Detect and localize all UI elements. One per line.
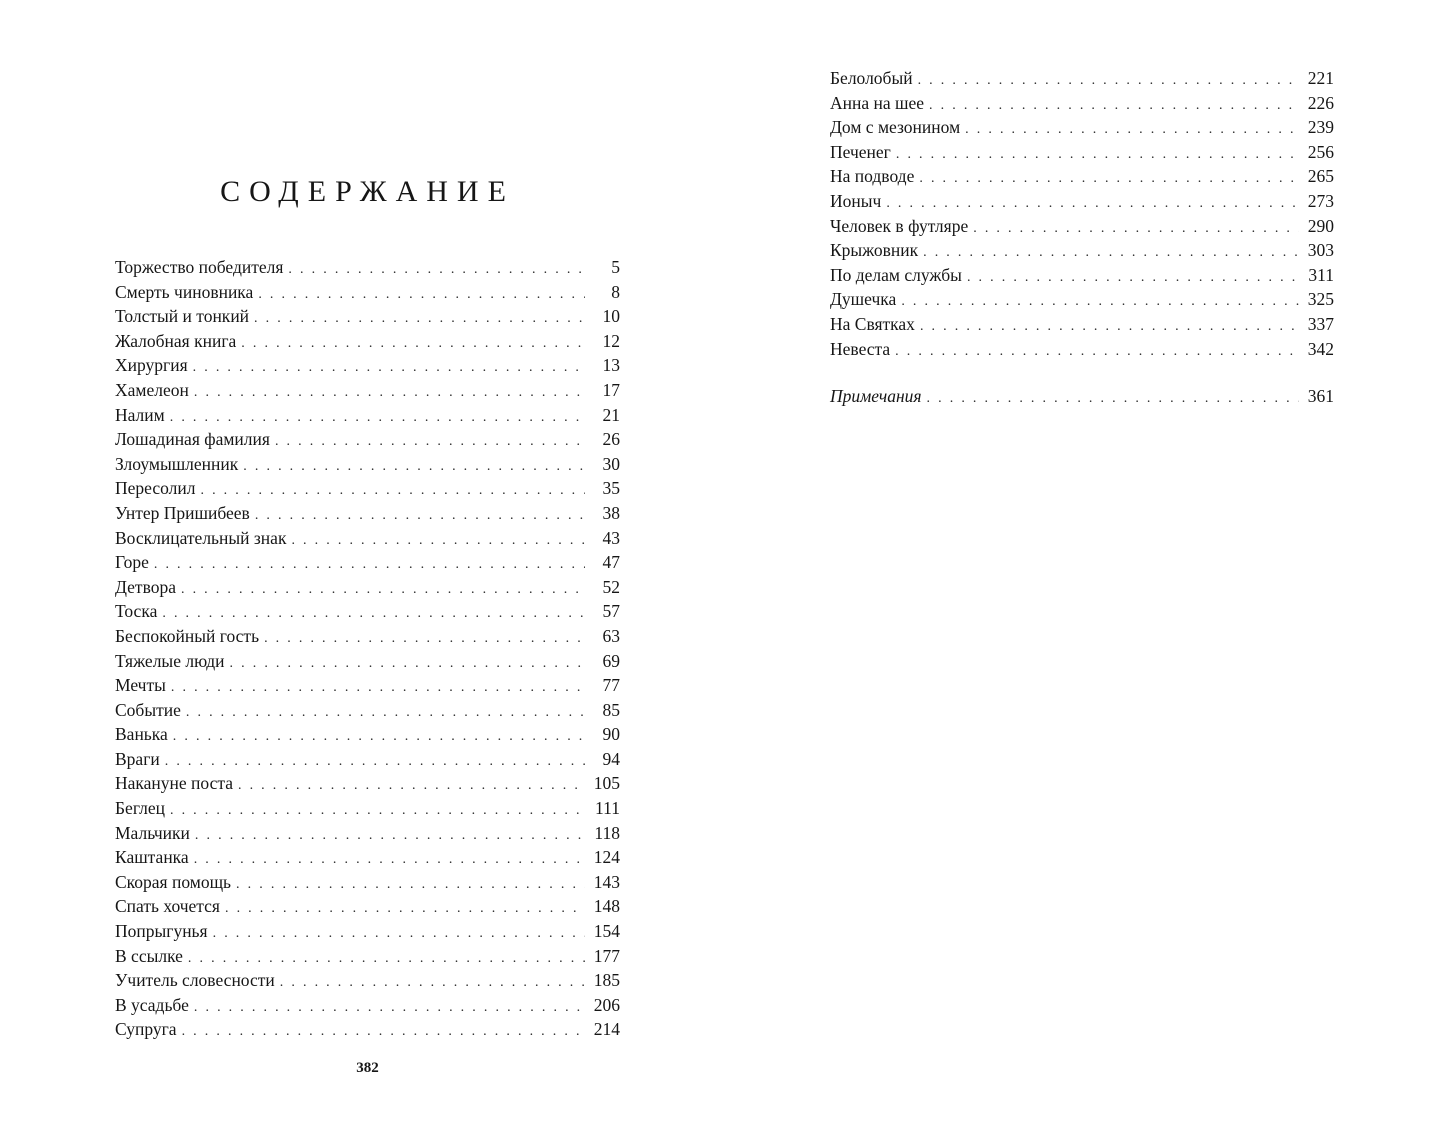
toc-entry-title: Примечания: [830, 386, 922, 406]
right-page: [722, 0, 1445, 1124]
dot-leader: [213, 922, 585, 947]
dot-leader: [291, 529, 585, 554]
dot-leader: [918, 69, 1299, 94]
toc-entry-title: На Святках: [830, 313, 915, 334]
toc-entry-title: Учитель словесности: [115, 970, 275, 991]
toc-entry: [115, 870, 620, 895]
toc-entry-title: Невеста: [830, 338, 891, 359]
toc-entry: [115, 1017, 620, 1042]
toc-entry-page: 52: [602, 576, 620, 597]
toc-entry-page: 290: [1307, 215, 1334, 236]
toc-entry-title: Налим: [115, 404, 165, 425]
toc-entry-title: Мечты: [115, 675, 166, 696]
dot-leader: [255, 504, 585, 529]
toc-entry-page: 90: [602, 724, 620, 745]
toc-entry-title: Анна на шее: [830, 92, 925, 113]
toc-entry-title: Тяжелые люди: [115, 650, 225, 671]
toc-entry-title: Дом с мезонином: [830, 117, 961, 138]
dot-leader: [241, 332, 585, 357]
toc-entry: [115, 796, 620, 821]
toc-entry: [830, 140, 1334, 165]
toc-entry-title: Злоумышленник: [115, 453, 239, 474]
dot-leader: [194, 996, 585, 1021]
toc-entry: [115, 476, 620, 501]
toc-entry: [115, 304, 620, 329]
dot-leader: [181, 578, 585, 603]
toc-entry-title: Накануне поста: [115, 773, 233, 794]
toc-entry: [115, 575, 620, 600]
dot-leader: [923, 241, 1299, 266]
toc-entry-page: 85: [602, 699, 620, 720]
dot-leader: [280, 971, 585, 996]
toc-entry-page: 94: [602, 748, 620, 769]
dot-leader: [895, 340, 1299, 365]
toc-entry-title: Враги: [115, 748, 160, 769]
toc-entry: [115, 968, 620, 993]
toc-entry-title: Унтер Пришибеев: [115, 502, 250, 523]
toc-entry-page: 63: [602, 625, 620, 646]
toc-entry-title: Детвора: [115, 576, 176, 597]
dot-leader: [193, 356, 585, 381]
dot-leader: [973, 217, 1299, 242]
dot-leader: [254, 307, 585, 332]
dot-leader: [258, 283, 585, 308]
toc-entry: [115, 944, 620, 969]
toc-entry: [115, 649, 620, 674]
toc-entry-title: Крыжовник: [830, 240, 919, 261]
dot-leader: [154, 553, 585, 578]
toc-entry-page: 361: [1307, 386, 1334, 406]
toc-entry-title: Жалобная книга: [115, 330, 237, 351]
toc-entry: [115, 427, 620, 452]
toc-entry-page: 12: [602, 330, 620, 351]
toc-entry-page: 177: [593, 945, 620, 966]
toc-entry-page: 273: [1307, 190, 1334, 211]
toc-entry-title: Печенег: [830, 141, 891, 162]
toc-entry: [830, 164, 1334, 189]
toc-entry-page: 118: [594, 822, 620, 843]
toc-entry-page: 143: [593, 871, 620, 892]
toc-entry-page: 38: [602, 502, 620, 523]
toc-entry-page: 239: [1307, 117, 1334, 138]
toc-entry: [830, 263, 1334, 288]
toc-entry: [115, 821, 620, 846]
toc-entry: [115, 255, 620, 280]
toc-entry-title: В усадьбе: [115, 994, 189, 1015]
toc-entry-page: 214: [593, 1019, 620, 1040]
toc-entry-title: Торжество победителя: [115, 257, 284, 277]
dot-leader: [901, 290, 1299, 315]
toc-entry-page: 325: [1307, 289, 1334, 310]
toc-entry: [115, 747, 620, 772]
toc-entry: [115, 452, 620, 477]
dot-leader: [182, 1020, 585, 1045]
toc-entry-title: По делам службы: [830, 264, 962, 285]
toc-entry: [115, 673, 620, 698]
toc-entry-page: 185: [593, 970, 620, 991]
toc-entry: [115, 353, 620, 378]
dot-leader: [195, 824, 585, 849]
page-number: 382: [356, 1060, 379, 1076]
dot-leader: [264, 627, 585, 652]
dot-leader: [967, 266, 1299, 291]
toc-entry-page: 124: [593, 847, 620, 868]
toc-list-left: [115, 255, 620, 1042]
toc-entry: [115, 624, 620, 649]
toc-entry-title: Попрыгунья: [115, 921, 208, 942]
toc-entry-page: 303: [1307, 240, 1334, 261]
toc-entry-title: Восклицательный знак: [115, 527, 287, 548]
toc-entry-title: Скорая помощь: [115, 871, 232, 892]
toc-entry-title: Спать хочется: [115, 896, 220, 917]
toc-entry-page: 206: [593, 994, 620, 1015]
toc-entry: [115, 378, 620, 403]
toc-entry-title: В ссылке: [115, 945, 183, 966]
toc-entry-page: 148: [593, 896, 620, 917]
toc-entry-title: Событие: [115, 699, 181, 720]
toc-entry-title: Каштанка: [115, 847, 189, 868]
dot-leader: [171, 676, 585, 701]
toc-entry-page: 105: [593, 773, 620, 794]
toc-entry-title: Толстый и тонкий: [115, 306, 250, 327]
dot-leader: [194, 848, 585, 873]
toc-entry: [115, 894, 620, 919]
toc-entry-page: 69: [602, 650, 620, 671]
toc-entry: [115, 280, 620, 305]
toc-entry: [115, 845, 620, 870]
toc-entry-notes: [830, 384, 1334, 409]
toc-entry-title: Пересолил: [115, 478, 196, 499]
dot-leader: [238, 774, 585, 799]
toc-entry: [830, 115, 1334, 140]
toc-entry-title: Белолобый: [830, 68, 913, 88]
toc-entry-page: 13: [602, 355, 620, 376]
dot-leader: [170, 799, 585, 824]
toc-entry: [830, 238, 1334, 263]
dot-leader: [186, 701, 585, 726]
toc-entry-page: 8: [611, 281, 620, 302]
dot-leader: [243, 455, 585, 480]
toc-entry-page: 26: [602, 429, 620, 450]
toc-entry: [115, 526, 620, 551]
toc-entry-page: 265: [1307, 166, 1334, 187]
toc-entry-page: 111: [595, 798, 620, 819]
toc-entry-title: Человек в футляре: [830, 215, 969, 236]
toc-entry-page: 10: [602, 306, 620, 327]
dot-leader: [929, 94, 1299, 119]
toc-entry-title: Хирургия: [115, 355, 188, 376]
dot-leader: [225, 897, 585, 922]
toc-entry-page: 337: [1307, 313, 1334, 334]
toc-entry: [115, 599, 620, 624]
toc-entry-page: 77: [602, 675, 620, 696]
toc-entry: [830, 66, 1334, 91]
toc-entry-page: 226: [1307, 92, 1334, 113]
toc-entry-title: Беглец: [115, 798, 165, 819]
toc-entry-title: Ионыч: [830, 190, 882, 211]
toc-entry-page: 17: [602, 379, 620, 400]
dot-leader: [230, 652, 585, 677]
toc-entry-page: 30: [602, 453, 620, 474]
dot-leader: [275, 430, 585, 455]
toc-entry: [115, 501, 620, 526]
toc-entry-title: Мальчики: [115, 822, 190, 843]
toc-entry: [115, 771, 620, 796]
toc-entry-title: Тоска: [115, 601, 158, 622]
toc-entry-page: 311: [1308, 264, 1334, 285]
toc-entry: [115, 698, 620, 723]
toc-entry: [115, 919, 620, 944]
dot-leader: [919, 167, 1299, 192]
dot-leader: [194, 381, 585, 406]
toc-list-right: [830, 66, 1334, 361]
toc-entry: [830, 91, 1334, 116]
toc-entry: [115, 329, 620, 354]
toc-entry: [115, 993, 620, 1018]
toc-entry-title: Лошадиная фамилия: [115, 429, 270, 450]
dot-leader: [173, 725, 585, 750]
toc-entry-title: Супруга: [115, 1019, 177, 1040]
toc-entry-title: Хамелеон: [115, 379, 189, 400]
toc-entry-page: 256: [1307, 141, 1334, 162]
toc-entry-page: 47: [602, 552, 620, 573]
toc-entry-page: 57: [602, 601, 620, 622]
toc-entry-title: Горе: [115, 552, 149, 573]
toc-entry: [830, 312, 1334, 337]
toc-entry-page: 43: [602, 527, 620, 548]
toc-entry-page: 5: [611, 257, 620, 277]
dot-leader: [927, 387, 1299, 412]
toc-entry-title: Смерть чиновника: [115, 281, 254, 302]
toc-entry-title: Ванька: [115, 724, 168, 745]
toc-entry: [830, 337, 1334, 362]
contents-heading: СОДЕРЖАНИЕ: [220, 175, 515, 208]
toc-entry-title: На подводе: [830, 166, 915, 187]
dot-leader: [288, 258, 585, 283]
dot-leader: [236, 873, 585, 898]
left-page: [0, 0, 722, 1124]
toc-entry: [115, 403, 620, 428]
dot-leader: [200, 479, 585, 504]
toc-entry-page: 21: [602, 404, 620, 425]
toc-entry-title: Душечка: [830, 289, 897, 310]
toc-entry-page: 221: [1307, 68, 1334, 88]
toc-entry-page: 35: [602, 478, 620, 499]
toc-entry: [830, 189, 1334, 214]
toc-entry-page: 342: [1307, 338, 1334, 359]
dot-leader: [896, 143, 1299, 168]
toc-entry: [115, 550, 620, 575]
toc-entry: [830, 214, 1334, 239]
toc-entry: [830, 287, 1334, 312]
toc-entry-title: Беспокойный гость: [115, 625, 260, 646]
toc-entry: [115, 722, 620, 747]
toc-entry-page: 154: [593, 921, 620, 942]
dot-leader: [965, 118, 1299, 143]
dot-leader: [920, 315, 1299, 340]
